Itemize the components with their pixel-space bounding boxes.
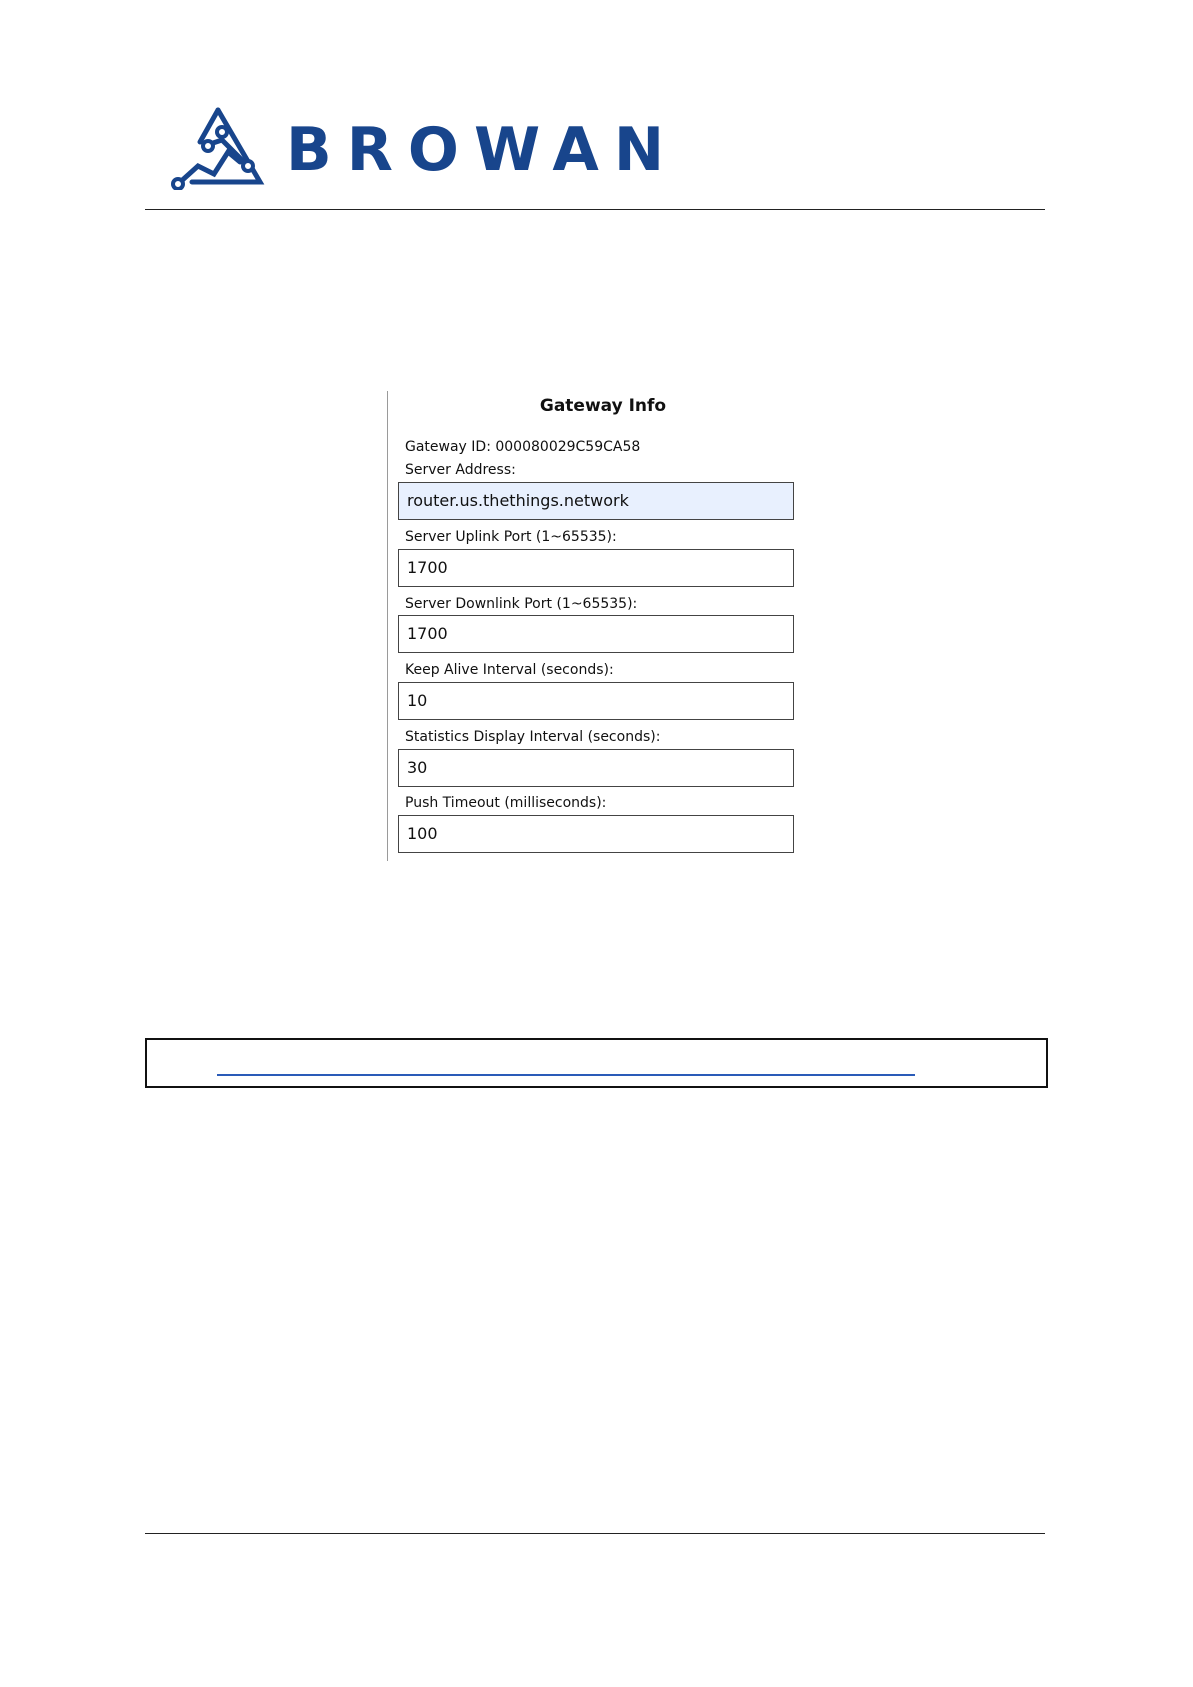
push-timeout-label: Push Timeout (milliseconds): [405, 795, 607, 811]
keep-alive-label: Keep Alive Interval (seconds): [405, 662, 614, 678]
gateway-id-text: Gateway ID: 000080029C59CA58 [405, 439, 641, 455]
header-divider [145, 209, 1045, 210]
gateway-info-panel [387, 391, 808, 861]
browan-triangle-circuit-icon [170, 104, 266, 190]
server-address-input[interactable]: router.us.thethings.network [398, 482, 794, 520]
downlink-port-input[interactable]: 1700 [398, 615, 794, 653]
keep-alive-input[interactable]: 10 [398, 682, 794, 720]
panel-title: Gateway Info [539, 396, 667, 416]
note-box [145, 1038, 1048, 1088]
push-timeout-input[interactable]: 100 [398, 815, 794, 853]
downlink-port-label: Server Downlink Port (1~65535): [405, 596, 638, 612]
server-address-label: Server Address: [405, 462, 516, 478]
footer-divider [145, 1533, 1045, 1534]
brand-wordmark: BROWAN [286, 115, 680, 185]
uplink-port-input[interactable]: 1700 [398, 549, 794, 587]
link-underline[interactable] [217, 1074, 915, 1076]
stats-interval-label: Statistics Display Interval (seconds): [405, 729, 661, 745]
stats-interval-input[interactable]: 30 [398, 749, 794, 787]
browan-logo [170, 104, 680, 190]
uplink-port-label: Server Uplink Port (1~65535): [405, 529, 617, 545]
